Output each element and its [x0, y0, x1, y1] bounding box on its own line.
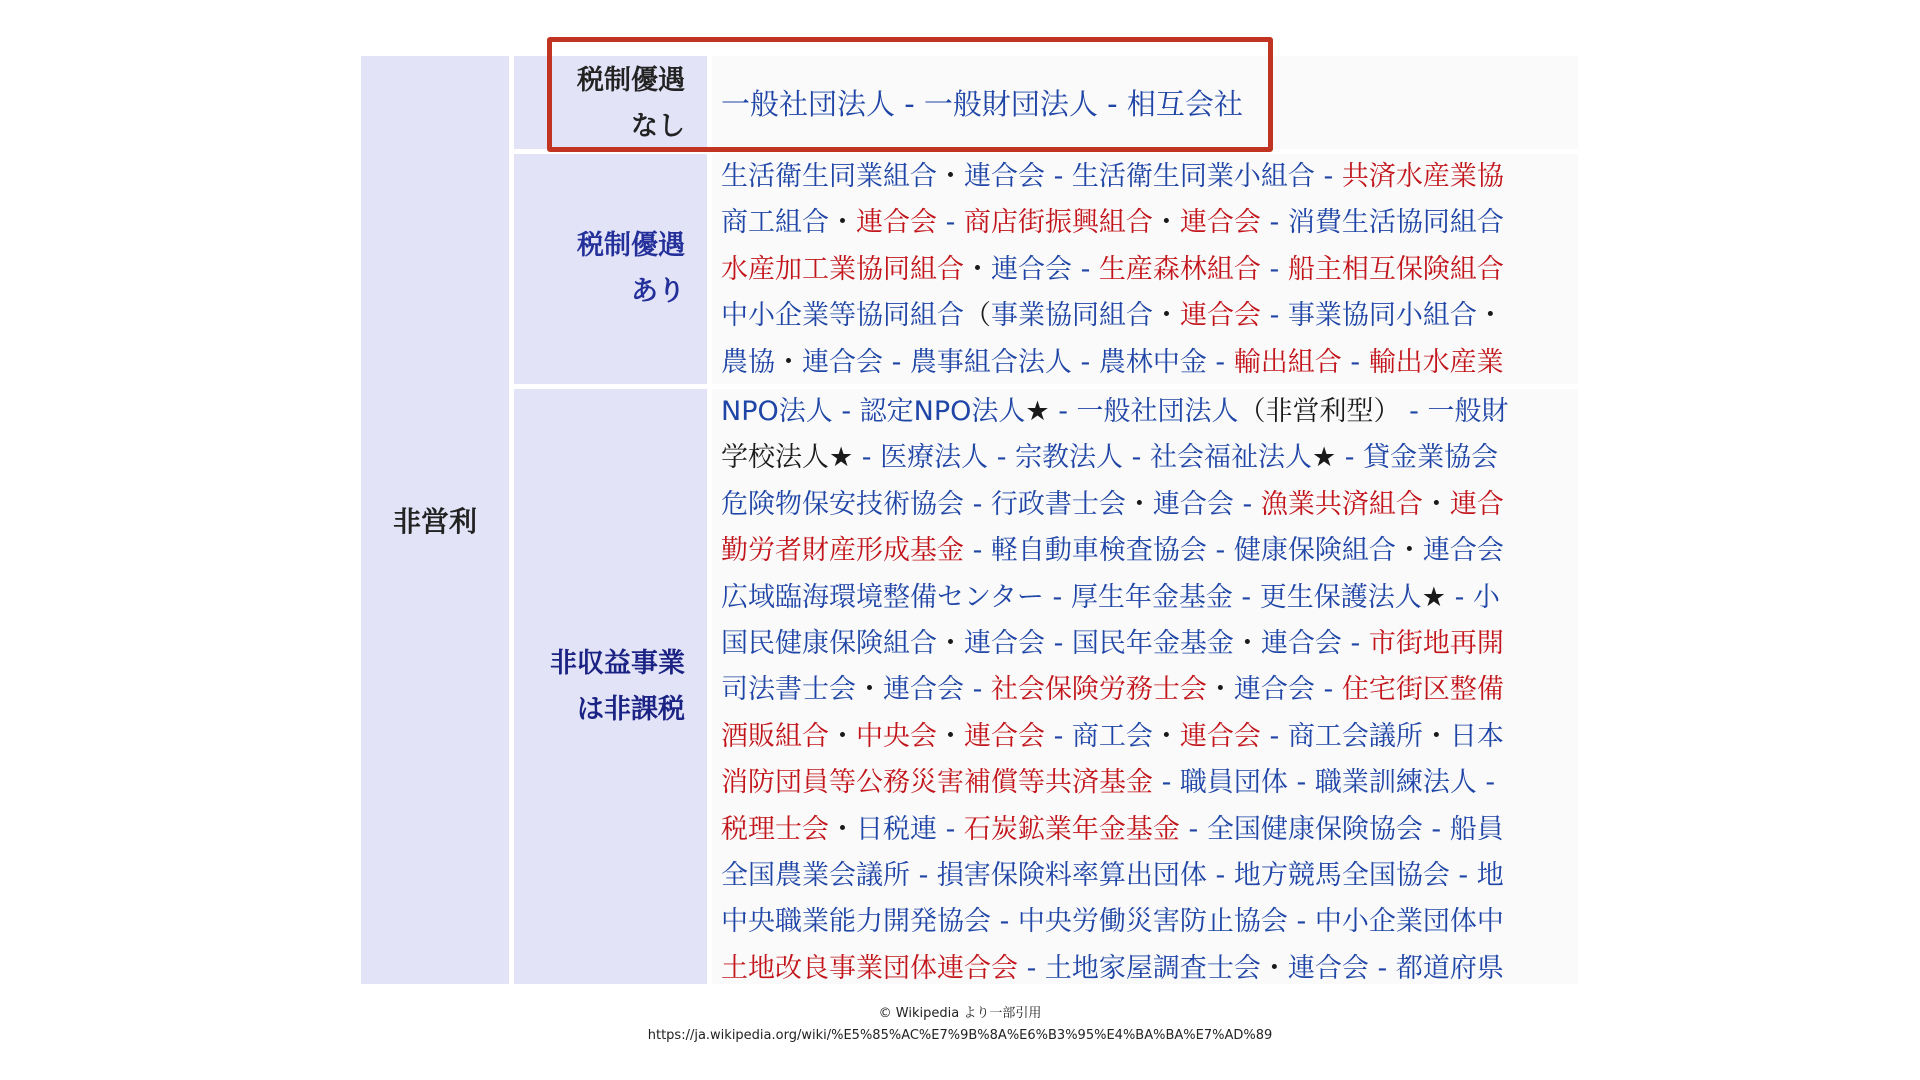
entity-text: ・ [1125, 488, 1153, 520]
entity-text: ・ [775, 346, 802, 378]
entity-line [721, 389, 1578, 435]
entity-link[interactable]: 社会福祉法人 [1149, 442, 1312, 474]
separator: - [853, 442, 881, 474]
entity-line [721, 482, 1578, 528]
separator: - [1045, 720, 1072, 752]
entity-text: 学校法人★ [721, 442, 854, 474]
entity-line [721, 247, 1578, 293]
subcategory-label-line: 税制優遇 [577, 65, 685, 96]
entity-link[interactable]: 全国健康保険協会 [1206, 813, 1423, 845]
separator: - [1232, 581, 1260, 613]
entity-link[interactable]: 連合会 [883, 674, 964, 706]
separator: - [1260, 207, 1288, 239]
entity-text: ・ [937, 627, 964, 659]
entity-link[interactable]: 一般財 [1427, 396, 1509, 427]
separator: - [1449, 859, 1477, 891]
entity-link[interactable]: 危険物保安技術協会 [721, 488, 964, 520]
highlight-box [547, 37, 1273, 152]
separator: - [895, 87, 924, 121]
entity-link[interactable]: 一般社団法人 [721, 87, 896, 121]
separator: - [1400, 396, 1428, 427]
separator: - [1045, 161, 1072, 192]
subcategory-tax-benefit [514, 154, 707, 384]
separator: - [1314, 161, 1342, 192]
entity-link[interactable]: 連合会 [1179, 207, 1261, 239]
entity-text: ・ [856, 674, 883, 706]
entity-line [721, 621, 1578, 667]
entity-link[interactable]: 行政書士会 [990, 488, 1126, 520]
caption-credit: © Wikipedia より一部引用 [878, 1006, 1042, 1021]
subcategory-label-line: なし [631, 111, 685, 142]
entity-link[interactable]: 共済水産業協 [1341, 161, 1504, 192]
separator: - [1072, 253, 1099, 285]
entity-line [721, 899, 1578, 945]
entity-link[interactable]: 認定NPO法人 [859, 396, 1026, 427]
entity-link[interactable]: 連合会 [1422, 535, 1504, 567]
entity-link[interactable]: 住宅街区整備 [1341, 674, 1504, 706]
entity-text: ★ [1311, 442, 1337, 474]
category-label: 非営利 [392, 505, 477, 538]
entity-link[interactable]: 連合会 [856, 207, 937, 239]
entity-link[interactable]: 税理士会 [721, 813, 829, 845]
separator: - [1206, 535, 1234, 567]
entity-link[interactable]: NPO法人 [721, 396, 833, 427]
entity-text: ・ [1206, 674, 1234, 706]
entity-link[interactable]: 健康保険組合 [1233, 535, 1396, 567]
separator: - [1341, 346, 1369, 378]
entity-link[interactable]: 連合 [1449, 488, 1504, 520]
entity-link[interactable]: 勤労者財産形成基金 [721, 535, 964, 567]
source-caption [0, 1003, 1920, 1047]
entity-link[interactable]: 一般財団法人 [923, 87, 1098, 121]
separator: - [1206, 346, 1234, 378]
category-nonprofit [361, 56, 509, 984]
entity-link[interactable]: 宗教法人 [1015, 442, 1124, 474]
entity-link[interactable]: 地 [1476, 859, 1504, 891]
entity-link[interactable]: 医療法人 [880, 442, 989, 474]
entity-link[interactable]: 商工会 [1071, 720, 1153, 752]
corporation-type-table [361, 56, 1578, 984]
entity-link[interactable]: 広域臨海環境整備センター [721, 581, 1044, 613]
entity-link[interactable]: 石炭鉱業年金基金 [963, 813, 1180, 845]
entity-link[interactable]: 軽自動車検査協会 [990, 535, 1207, 567]
entity-link[interactable]: 中小企業等協同組合 [721, 300, 964, 332]
entity-link[interactable]: 農協 [721, 346, 775, 378]
separator: - [937, 813, 964, 845]
separator: - [1287, 906, 1315, 938]
separator: - [1336, 442, 1364, 474]
entity-link[interactable]: 全国農業会議所 [721, 859, 910, 891]
entity-line [721, 853, 1578, 899]
entity-link[interactable]: 中央職業能力開発協会 [721, 906, 991, 938]
entity-link[interactable]: 商工会議所 [1287, 720, 1423, 752]
entity-link[interactable]: 消防団員等公務災害補償等共済基金 [721, 767, 1153, 799]
separator: - [1260, 253, 1288, 285]
separator: - [1233, 488, 1261, 520]
separator: - [1045, 627, 1072, 659]
entity-link[interactable]: 水産加工業協同組合 [721, 253, 964, 285]
entity-link[interactable]: 小 [1472, 581, 1500, 613]
separator: - [1341, 627, 1369, 659]
entity-text: ・ [1422, 488, 1450, 520]
entity-link[interactable]: 中央労働災害防止協会 [1017, 906, 1288, 938]
caption-url: https://ja.wikipedia.org/wiki/%E5%85%AC%E7%9B%8A%E6%B3%95%E4%BA%BA%E7%AD%89 [647, 1028, 1273, 1043]
separator: - [1123, 442, 1150, 474]
entity-link[interactable]: 商工組合 [721, 207, 829, 239]
entity-line [721, 667, 1578, 713]
separator: - [1368, 952, 1396, 984]
entity-line [721, 575, 1578, 621]
entity-link[interactable]: 貸金業協会 [1363, 442, 1499, 474]
entity-text: ・ [1395, 535, 1423, 567]
entity-line [721, 807, 1578, 853]
entity-link[interactable]: 輸出組合 [1233, 346, 1342, 378]
separator: - [1445, 581, 1473, 613]
entity-link[interactable]: 職員団体 [1179, 767, 1288, 799]
separator: - [1018, 952, 1045, 984]
entity-text: （ [964, 300, 991, 332]
entity-link[interactable]: 連合会 [1179, 720, 1261, 752]
separator: - [1071, 346, 1099, 378]
entity-text: ・ [937, 720, 964, 752]
entity-link[interactable]: 国民健康保険組合 [721, 627, 937, 659]
separator: - [1153, 767, 1180, 799]
entity-list-tax-benefit [712, 154, 1578, 384]
entity-line [721, 293, 1578, 339]
entity-link[interactable]: 船主相互保険組合 [1287, 253, 1504, 285]
entity-link[interactable]: 損害保険料率算出団体 [936, 859, 1207, 891]
separator: - [1314, 674, 1342, 706]
entity-link[interactable]: 司法書士会 [721, 674, 856, 706]
entity-link[interactable]: 日本 [1449, 720, 1504, 752]
subcategory-label-line: 非収益事業 [550, 647, 685, 679]
entity-text: ★ [1421, 581, 1446, 613]
entity-link[interactable]: 連合会 [1180, 300, 1261, 332]
separator: - [1049, 396, 1077, 427]
separator: - [910, 859, 937, 891]
entity-link[interactable]: 連合会 [964, 161, 1045, 192]
entity-link[interactable]: 酒販組合 [721, 720, 829, 752]
entity-link[interactable]: 厚生年金基金 [1070, 581, 1233, 613]
entity-link[interactable]: 事業協同組合 [991, 300, 1153, 332]
entity-text: ・ [1233, 627, 1261, 659]
entity-link[interactable]: 連合会 [1233, 674, 1315, 706]
separator: - [1261, 300, 1288, 332]
entity-link[interactable]: 土地改良事業団体連合会 [721, 952, 1018, 984]
separator: - [1097, 87, 1127, 121]
entity-text: ・ [1152, 720, 1180, 752]
entity-link[interactable]: 輸出水産業 [1368, 346, 1504, 378]
entity-text: ・ [1153, 300, 1180, 332]
entity-line [721, 714, 1578, 760]
entity-line [721, 340, 1578, 384]
entity-link[interactable]: 中小企業団体中 [1314, 906, 1504, 938]
entity-text: ・ [964, 253, 991, 285]
subcategory-non-revenue-exempt [514, 389, 707, 984]
separator: - [964, 535, 991, 567]
entity-link[interactable]: 連合会 [964, 627, 1045, 659]
entity-link[interactable]: 相互会社 [1126, 87, 1243, 121]
entity-link[interactable]: 連合会 [802, 346, 883, 378]
entity-link[interactable]: 都道府県 [1395, 952, 1504, 984]
entity-text: ★ [1025, 396, 1050, 427]
entity-link[interactable]: 生産森林組合 [1098, 253, 1261, 285]
entity-link[interactable]: 生活衛生同業小組合 [1071, 161, 1315, 192]
entity-link[interactable]: 日税連 [856, 813, 937, 845]
separator: - [883, 346, 910, 378]
entity-link[interactable]: 一般社団法人 [1076, 396, 1239, 427]
entity-link[interactable]: 更生保護法人 [1259, 581, 1422, 613]
subcategory-label-line: あり [631, 276, 685, 307]
entity-link[interactable]: 連合会 [1260, 627, 1342, 659]
entity-link[interactable]: 連合会 [1152, 488, 1234, 520]
separator: - [1206, 859, 1234, 891]
entity-line [721, 154, 1578, 200]
entity-link[interactable]: 事業協同小組合 [1287, 300, 1477, 332]
entity-link[interactable]: 連合会 [991, 253, 1072, 285]
subcategory-label-line: は非課税 [577, 693, 685, 725]
entity-text: ・ [829, 720, 856, 752]
entity-text: （非営利型） [1238, 396, 1401, 427]
separator: - [991, 906, 1018, 938]
separator: - [1287, 767, 1315, 799]
separator: - [1179, 813, 1207, 845]
entity-link[interactable]: 農事組合法人 [909, 346, 1072, 378]
entity-link[interactable]: 土地家屋調査士会 [1044, 952, 1261, 984]
entity-text: ・ [829, 813, 856, 845]
entity-link[interactable]: 船員 [1449, 813, 1504, 845]
entity-link[interactable]: 中央会 [856, 720, 937, 752]
separator: - [964, 488, 991, 520]
entity-line [721, 528, 1578, 574]
entity-text: ・ [1260, 952, 1288, 984]
entity-link[interactable]: 地方競馬全国協会 [1233, 859, 1450, 891]
entity-link[interactable]: 農林中金 [1098, 346, 1207, 378]
entity-text: ・ [1152, 207, 1180, 239]
entity-link[interactable]: 国民年金基金 [1071, 627, 1234, 659]
entity-link[interactable]: 漁業共済組合 [1260, 488, 1423, 520]
entity-link[interactable]: 市街地再開 [1368, 627, 1504, 659]
entity-link[interactable]: 職業訓練法人 [1314, 767, 1477, 799]
entity-line [721, 435, 1578, 481]
entity-line [721, 760, 1578, 806]
entity-line [721, 200, 1578, 246]
separator: - [964, 674, 991, 706]
entity-list-non-revenue-exempt [712, 389, 1578, 984]
entity-link[interactable]: 連合会 [964, 720, 1045, 752]
separator: - [988, 442, 1016, 474]
separator: - [1260, 720, 1288, 752]
entity-link[interactable]: 生活衛生同業組合 [721, 161, 937, 192]
subcategory-label-line: 税制優遇 [577, 230, 685, 261]
separator: - [832, 396, 860, 427]
entity-text: ・ [1476, 300, 1504, 332]
separator: - [937, 207, 964, 239]
entity-link[interactable]: 消費生活協同組合 [1287, 207, 1504, 239]
entity-link[interactable]: 連合会 [1287, 952, 1369, 984]
separator: - [1476, 767, 1496, 799]
entity-link[interactable]: 社会保険労務士会 [990, 674, 1207, 706]
entity-link[interactable]: 商店街振興組合 [963, 207, 1153, 239]
entity-line [721, 946, 1578, 984]
entity-text: ・ [829, 207, 856, 239]
separator: - [1043, 581, 1071, 613]
entity-text: ・ [937, 161, 964, 192]
entity-text: ・ [1422, 720, 1450, 752]
separator: - [1422, 813, 1450, 845]
